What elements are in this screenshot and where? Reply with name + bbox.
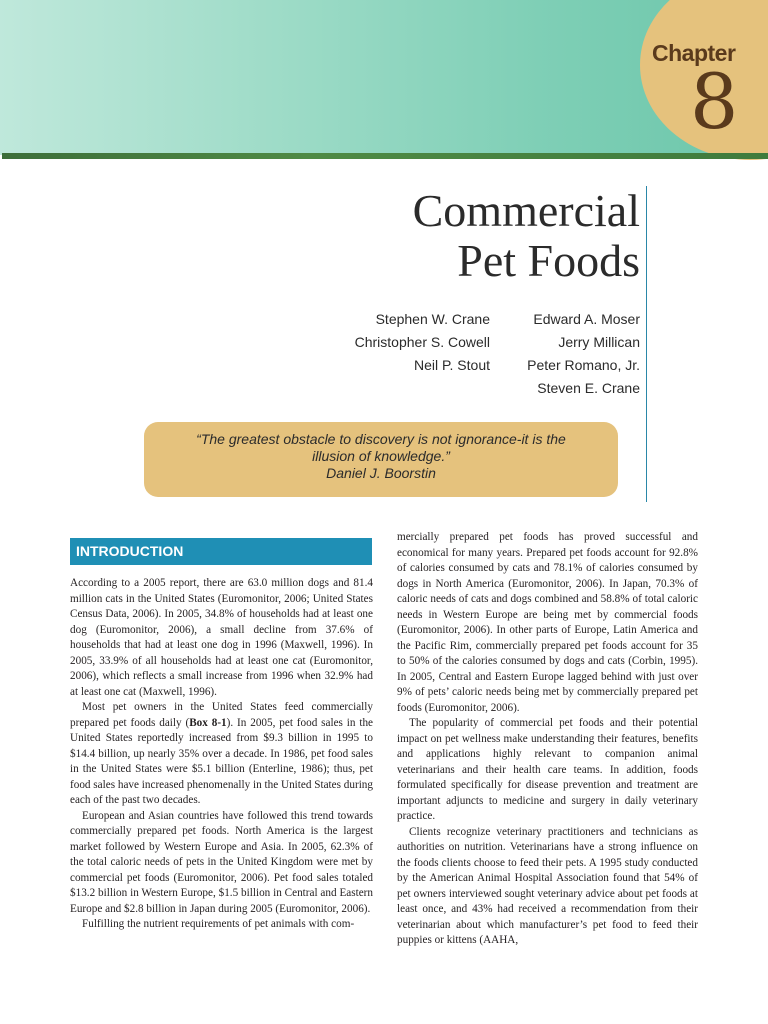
chapter-title xyxy=(240,186,640,286)
title-line-1: Commercial xyxy=(412,185,640,236)
section-heading: INTRODUCTION xyxy=(70,538,372,565)
author-name: Neil P. Stout xyxy=(413,357,490,373)
paragraph: According to a 2005 report, there are 63.0 million dogs and 81.4 million cats in the United States (Euromonitor, 2006; United States Census Data, 2006). In 2005, 34.8% of households had at least one dog (Euromonitor, 2006), a small decline from 37.6% of households that had at least one dog in 1996 (Maxwell, 1996). In 2005, 33.9% of all households had at least one cat (Euromonitor, 2006), which reflects a small increase from 1996 when 32.9% had at least one cat (Maxwell, 1996). xyxy=(70,577,373,698)
body-column-right xyxy=(397,530,698,949)
author-name: Stephen W. Crane xyxy=(375,311,490,327)
quote-line-1: “The greatest obstacle to discovery is not ignorance-it is the xyxy=(196,431,566,447)
header-rule xyxy=(2,153,768,159)
author-name: Jerry Millican xyxy=(558,334,640,350)
author-name: Edward A. Moser xyxy=(533,311,640,327)
chapter-label: Chapter xyxy=(652,40,736,66)
author-name: Christopher S. Cowell xyxy=(354,334,490,350)
paragraph: mercially prepared pet foods has proved successful and economical for many years. Prepared pet foods account for 92.8% of calories consumed by cats and 78.1% of calories consumed by dogs in North America (Euromonitor, 2006). In Japan, 70.3% of caloric needs of cats and dogs combined and 58.8% of total caloric needs in Western Europe are being met by commercial foods (Euromonitor, 2006). In other parts of Europe, Latin America and the Pacific Rim, commercially prepared pet foods account for 35 to 50% of the calories consumed by dogs and cats (Corbin, 1995). In 2005, Central and Eastern Europe lagged behind with just over 9% of pets’ caloric needs being met by commercially prepared pet foods (Euromonitor, 2006). xyxy=(397,531,698,714)
paragraph: The popularity of commercial pet foods and their potential impact on pet wellness make understanding their features, benefits and applications highly relevant to companion animal veterinarians and their health care teams. In addition, foods formulated specifically for disease prevention and treatment are important adjuncts to medicine and surgery in daily veterinary practice. xyxy=(397,717,698,822)
box-reference-link[interactable]: Box 8-1 xyxy=(189,716,227,729)
paragraph-text: ). In 2005, pet food sales in the United States reportedly increased from $9.3 billion in 1995 to $14.4 billion, up nearly 35% over a decade. In 1986, pet food sales in the United States were $5.1 billion (Enterline, 1986); thus, pet food sales have increased phenomenally in the United States during each of the past two decades. xyxy=(70,716,374,806)
author-name: Peter Romano, Jr. xyxy=(527,357,640,373)
title-line-2: Pet Foods xyxy=(457,235,640,286)
body-column-left xyxy=(70,576,373,933)
author-list-left xyxy=(355,308,490,377)
paragraph xyxy=(70,700,373,809)
paragraph: Fulfilling the nutrient requirements of pet animals with com- xyxy=(82,918,355,930)
epigraph-quote xyxy=(144,422,618,497)
title-divider xyxy=(646,186,647,502)
quote-line-2: illusion of knowledge.” xyxy=(312,448,450,464)
paragraph-text: Most pet owners in the United States feed commercially prepared pet foods daily ( xyxy=(70,701,373,729)
paragraph: European and Asian countries have followed this trend towards commercially prepared pet foods. North America is the largest market followed by Western Europe and Asia. In 2005, 62.3% of the total caloric needs of pets in the United Kingdom were met by commercial pet foods (Euromonitor, 2006). Pet food sales totaled $13.2 billion in Western Europe, $1.5 billion in Central and Eastern Europe and $2.8 billion in Japan during 2005 (Euromonitor, 2006). xyxy=(70,809,373,915)
paragraph: Clients recognize veterinary practitioners and technicians as authorities on nutrition. Veterinarians have a strong influence on the foods clients choose to feed their pets. A 1995 study conducted by the American Animal Hospital Association found that 54% of pet owners interviewed sought veterinary advice about pet foods at least once, and 43% had received a recommendation from their veterinarian about which manufacturer’s pet food to feed their puppies or kittens (AAHA, xyxy=(397,825,698,946)
quote-attribution: Daniel J. Boorstin xyxy=(326,465,436,481)
author-list-right xyxy=(527,308,640,400)
chapter-number: 8 xyxy=(690,57,739,146)
author-name: Steven E. Crane xyxy=(537,380,640,396)
